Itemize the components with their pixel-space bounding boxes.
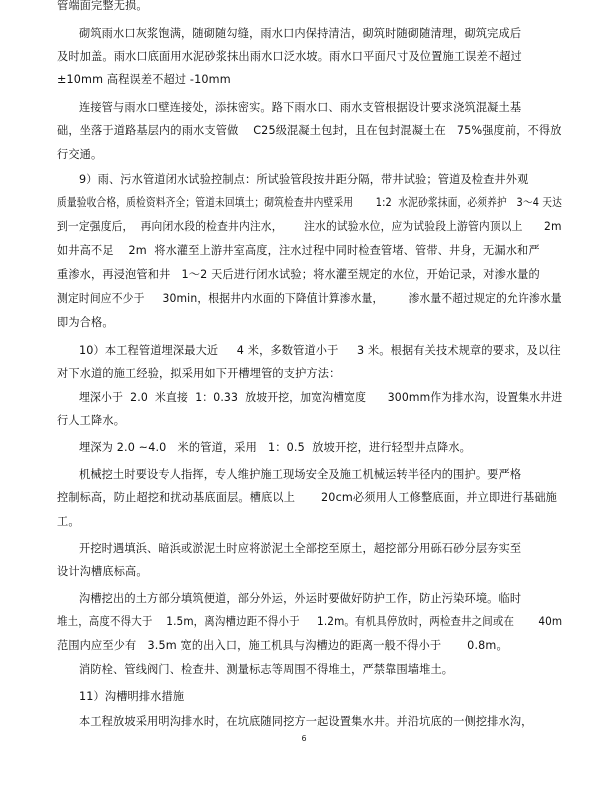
text-line: 11）沟槽明排水措施 [79,690,185,703]
text-line: 设计沟槽底标高。 [57,565,148,578]
text-line: 及时加盖。雨水口底面用水泥砂浆抹出雨水口泛水坡。雨水口平面尺寸及位置施工误差不超过 [57,50,522,63]
text-line: 即为合格。 [57,316,114,329]
text-line: 测定时间应不少于 30min，根据井内水面的下降值计算渗水量， 渗水量不超过规定的允许渗水量 [57,292,562,305]
text-line: 础，坐落于道路基层内的雨水支管做 C25级混凝土包封，且在包封混凝土在 75%强度前，不得放 [57,124,562,137]
text-line: 机械挖土时要设专人指挥，专人维护施工现场安全及施工机械运转半径内的围护。要严格 [79,468,522,481]
page-number: 6 [301,734,307,743]
text-line: 如井高不足 2m 将水灌至上游井室高度，注水过程中同时检查管堵、管带、井身，无漏水和严 [57,244,540,257]
text-line: 连接管与雨水口壁连接处，添抹密实。路下雨水口、雨水支管根据设计要求浇筑混凝土基 [79,101,522,114]
text-line: 砌筑雨水口灰浆饱满，随砌随勾缝，雨水口内保持清洁，砌筑时随砌随清理，砌筑完成后 [79,27,522,40]
text-line: 管端面完整无损。 [57,0,148,12]
text-line: ±10mm 高程误差不超过 -10mm [57,73,231,86]
text-line: 消防栓、管线阀门、检查井、测量标志等周围不得堆土，严禁靠围墙堆土。 [79,663,454,676]
text-line: 10）本工程管道埋深最大近 4 米，多数管道小于 3 米。根据有关技术规章的要求，及以往 [79,344,561,357]
text-line: 埋深小于 2.0 米直接 1：0.33 放坡开挖，加宽沟槽宽度 300mm作为排水沟，设置集水井进 [79,391,563,404]
text-line: 质量验收合格，质检资料齐全；管道未回填土；砌筑检查井内壁采用 1:2 水泥砂浆抹面，必须养护 3～4 天达 [57,196,563,209]
text-line: 重渗水，再浸泡管和井 1～2 天后进行闭水试验；将水灌至规定的水位，开始记录，对渗水量的 [57,268,540,281]
text-line: 控制标高，防止超挖和扰动基底面层。槽底以上 20cm必须用人工修整底面，并立即进行基础施 [57,491,557,504]
text-line: 堆土，高度不得大于 1.5m，离沟槽边距不得小于 1.2m。有机具停放时，两检查井之间或在 40m [57,615,563,628]
text-line: 9）雨、污水管道闭水试验控制点：所试验管段按井距分隔，带井试验；管道及检查井外观 [79,173,529,186]
text-line: 本工程放坡采用明沟排水时，在坑底随同挖方一起设置集水井。并沿坑底的一侧挖排水沟， [79,715,533,728]
text-line: 范围内应至少有 3.5m 宽的出入口，施工机具与沟槽边的距离一般不得小于 0.8m。 [57,639,508,652]
text-line: 对下水道的施工经验，拟采用如下开槽埋管的支护方法： [57,367,341,380]
text-line: 埋深为 2.0 ~4.0 米的管道，采用 1：0.5 放坡开挖，进行轻型井点降水。 [79,441,472,454]
text-line: 行交通。 [57,148,103,161]
text-line: 开挖时遇填浜、暗浜或淤泥土时应将淤泥土全部挖至原土，超挖部分用砾石砂分层夯实至 [79,542,522,555]
text-line: 沟槽挖出的土方部分填筑便道，部分外运，外运时要做好防护工作，防止污染环境。临时 [79,592,522,605]
text-line: 工。 [57,515,80,528]
text-line: 行人工降水。 [57,414,126,427]
text-line: 到一定强度后， 再向闭水段的检查井内注水， 注水的试验水位，应为试验段上游管内顶以上 2m [57,220,562,233]
